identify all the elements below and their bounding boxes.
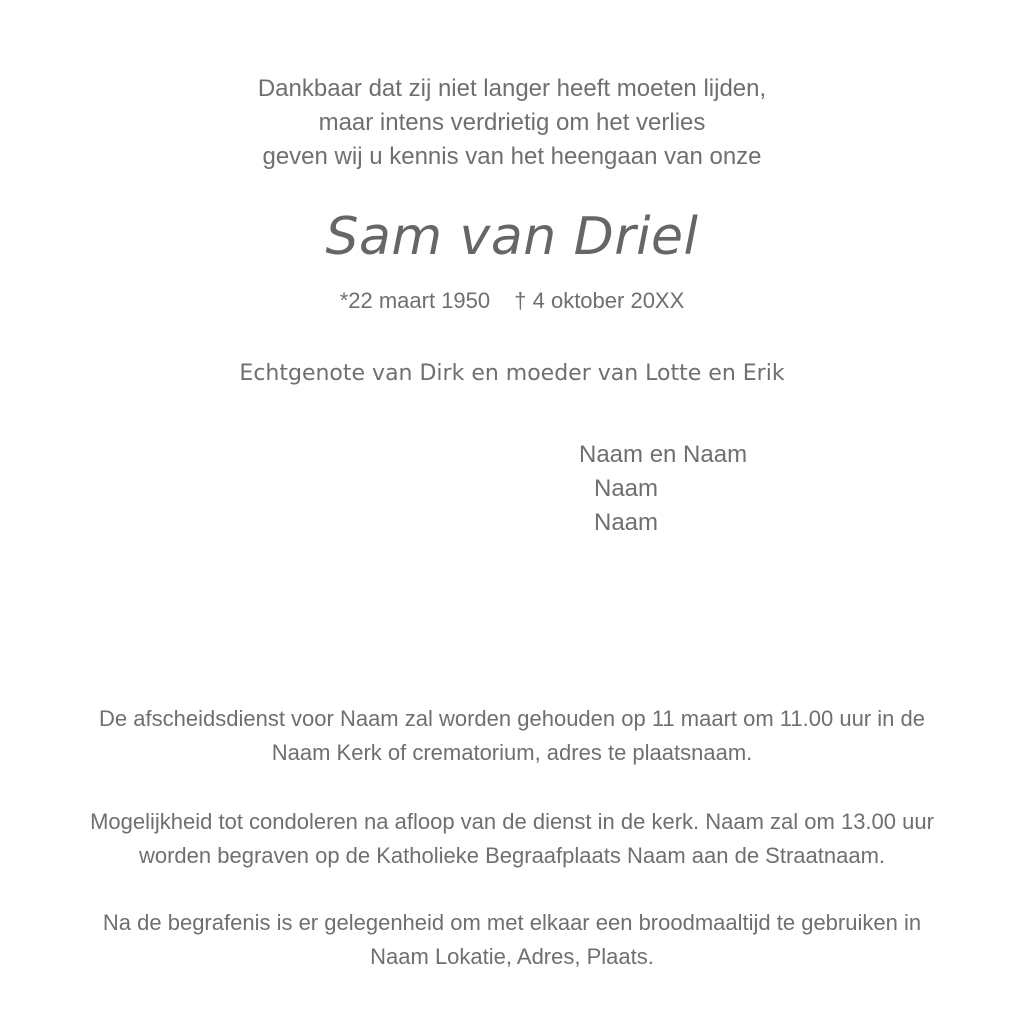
relation-text: Echtgenote van Dirk en moeder van Lotte en Erik	[239, 361, 785, 386]
intro-text	[0, 72, 1024, 174]
notice-line: Naam Kerk of crematorium, adres te plaatsnaam.	[271, 740, 753, 765]
intro-line: geven wij u kennis van het heengaan van onze	[262, 143, 762, 170]
deceased-name: Sam van Driel	[325, 207, 699, 267]
notice-line: worden begraven op de Katholieke Begraafplaats Naam aan de Straatnaam.	[138, 843, 886, 868]
notice-line: Mogelijkheid tot condoleren na afloop van de dienst in de kerk. Naam zal om 13.00 uur	[90, 809, 934, 834]
birth-date: *22 maart 1950	[339, 288, 491, 313]
condolence-notice	[30, 805, 994, 873]
family-line: Naam en Naam	[579, 441, 748, 468]
intro-line: Dankbaar dat zij niet langer heeft moeten lijden,	[257, 75, 767, 102]
intro-line: maar intens verdrietig om het verlies	[318, 109, 706, 136]
notice-line: Naam Lokatie, Adres, Plaats.	[370, 944, 654, 969]
family-line: Naam	[594, 509, 659, 536]
life-dates	[0, 285, 1024, 317]
notice-line: Na de begrafenis is er gelegenheid om met elkaar een broodmaaltijd te gebruiken in	[102, 910, 922, 935]
service-notice	[30, 702, 994, 770]
notice-line: De afscheidsdienst voor Naam zal worden gehouden op 11 maart om 11.00 uur in de	[99, 706, 925, 731]
meal-notice	[30, 906, 994, 974]
death-date: † 4 oktober 20XX	[514, 288, 685, 313]
family-line: Naam	[594, 475, 659, 502]
family-names	[579, 438, 747, 540]
